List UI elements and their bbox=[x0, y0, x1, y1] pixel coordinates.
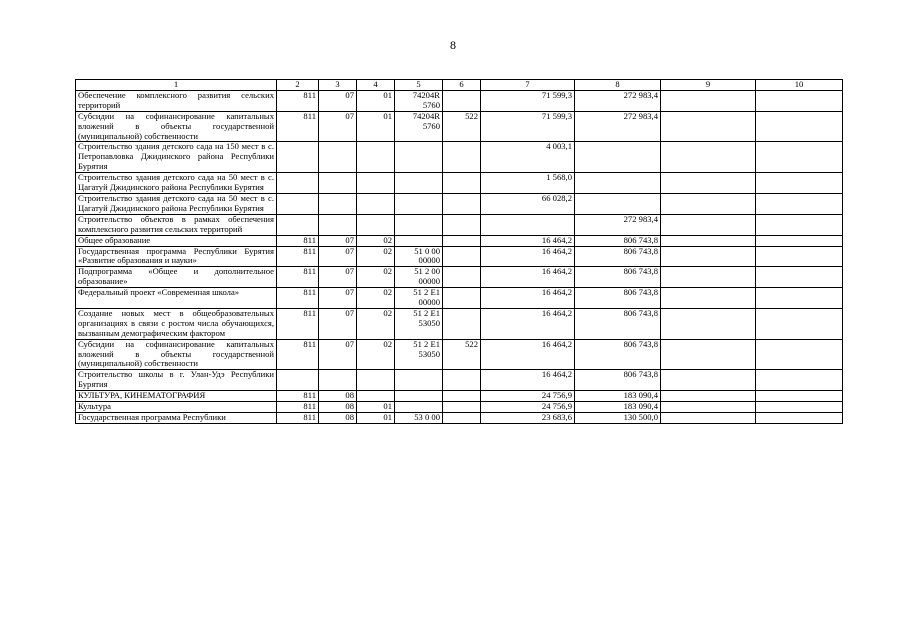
cell-grbs: 811 bbox=[277, 308, 319, 339]
table-row bbox=[76, 235, 843, 246]
cell-subsection: 02 bbox=[357, 288, 395, 309]
cell-expense-type: 522 bbox=[443, 111, 481, 142]
cell-col9 bbox=[661, 142, 756, 173]
cell-col9 bbox=[661, 173, 756, 194]
cell-col10 bbox=[756, 370, 843, 391]
cell-col9 bbox=[661, 111, 756, 142]
cell-grbs: 811 bbox=[277, 267, 319, 288]
cell-col9 bbox=[661, 193, 756, 214]
cell-amount-col8: 130 500,0 bbox=[575, 413, 661, 424]
table-row bbox=[76, 90, 843, 111]
table-row bbox=[76, 267, 843, 288]
cell-grbs: 811 bbox=[277, 288, 319, 309]
cell-col9 bbox=[661, 288, 756, 309]
cell-subsection bbox=[357, 173, 395, 194]
cell-amount-col8: 272 983,4 bbox=[575, 111, 661, 142]
cell-amount-col8: 806 743,8 bbox=[575, 288, 661, 309]
cell-col9 bbox=[661, 402, 756, 413]
cell-amount-col7: 4 003,1 bbox=[481, 142, 575, 173]
cell-expense-type bbox=[443, 214, 481, 235]
cell-grbs bbox=[277, 214, 319, 235]
cell-col9 bbox=[661, 246, 756, 267]
cell-target-article: 51 2 E1 00000 bbox=[395, 288, 443, 309]
table-row bbox=[76, 370, 843, 391]
cell-name: Субсидии на софинансирование капитальных вложений в объекты государственной (муниципальной) собственности bbox=[76, 339, 277, 370]
cell-col9 bbox=[661, 267, 756, 288]
cell-subsection: 02 bbox=[357, 235, 395, 246]
cell-amount-col8: 806 743,8 bbox=[575, 308, 661, 339]
cell-col10 bbox=[756, 267, 843, 288]
cell-col9 bbox=[661, 413, 756, 424]
cell-name: Государственная программа Республики bbox=[76, 413, 277, 424]
cell-subsection: 01 bbox=[357, 402, 395, 413]
table-row bbox=[76, 391, 843, 402]
cell-target-article bbox=[395, 391, 443, 402]
cell-col10 bbox=[756, 308, 843, 339]
cell-subsection: 02 bbox=[357, 267, 395, 288]
cell-subsection: 01 bbox=[357, 111, 395, 142]
cell-amount-col8: 806 743,8 bbox=[575, 370, 661, 391]
column-number-cell: 4 bbox=[357, 80, 395, 91]
cell-grbs bbox=[277, 370, 319, 391]
column-number-cell: 9 bbox=[661, 80, 756, 91]
cell-amount-col8: 272 983,4 bbox=[575, 214, 661, 235]
cell-col10 bbox=[756, 246, 843, 267]
cell-col9 bbox=[661, 391, 756, 402]
table-row bbox=[76, 288, 843, 309]
cell-target-article: 51 2 E1 53050 bbox=[395, 339, 443, 370]
cell-amount-col8: 272 983,4 bbox=[575, 90, 661, 111]
cell-grbs bbox=[277, 142, 319, 173]
cell-target-article: 51 2 E1 53050 bbox=[395, 308, 443, 339]
cell-grbs: 811 bbox=[277, 402, 319, 413]
cell-section: 07 bbox=[319, 111, 357, 142]
cell-amount-col7: 24 756,9 bbox=[481, 402, 575, 413]
table-row bbox=[76, 173, 843, 194]
cell-expense-type bbox=[443, 193, 481, 214]
cell-section: 07 bbox=[319, 90, 357, 111]
cell-name: Строительство здания детского сада на 150 мест в с. Петропавловка Джидинского района Республики Бурятия bbox=[76, 142, 277, 173]
cell-section: 07 bbox=[319, 288, 357, 309]
cell-col10 bbox=[756, 90, 843, 111]
cell-col9 bbox=[661, 308, 756, 339]
cell-expense-type bbox=[443, 308, 481, 339]
cell-expense-type bbox=[443, 246, 481, 267]
cell-grbs: 811 bbox=[277, 339, 319, 370]
cell-target-article: 74204R 5760 bbox=[395, 111, 443, 142]
column-number-cell: 7 bbox=[481, 80, 575, 91]
cell-col10 bbox=[756, 339, 843, 370]
cell-target-article: 51 2 00 00000 bbox=[395, 267, 443, 288]
cell-section bbox=[319, 370, 357, 391]
page-number: 8 bbox=[450, 38, 456, 52]
cell-target-article bbox=[395, 370, 443, 391]
cell-expense-type bbox=[443, 90, 481, 111]
cell-section: 07 bbox=[319, 235, 357, 246]
cell-target-article bbox=[395, 193, 443, 214]
cell-amount-col7: 1 568,0 bbox=[481, 173, 575, 194]
cell-section bbox=[319, 142, 357, 173]
cell-subsection: 01 bbox=[357, 413, 395, 424]
table-row bbox=[76, 246, 843, 267]
cell-name: Создание новых мест в общеобразовательных организациях в связи с ростом числа обучающихся, вызванным демографическим фактором bbox=[76, 308, 277, 339]
cell-expense-type bbox=[443, 267, 481, 288]
column-number-cell: 5 bbox=[395, 80, 443, 91]
cell-expense-type bbox=[443, 370, 481, 391]
cell-amount-col7: 24 756,9 bbox=[481, 391, 575, 402]
cell-target-article bbox=[395, 214, 443, 235]
cell-name: КУЛЬТУРА, КИНЕМАТОГРАФИЯ bbox=[76, 391, 277, 402]
cell-col9 bbox=[661, 235, 756, 246]
cell-section bbox=[319, 214, 357, 235]
cell-section: 07 bbox=[319, 267, 357, 288]
cell-grbs: 811 bbox=[277, 413, 319, 424]
cell-section bbox=[319, 193, 357, 214]
cell-section: 08 bbox=[319, 413, 357, 424]
cell-col9 bbox=[661, 90, 756, 111]
cell-name: Федеральный проект «Современная школа» bbox=[76, 288, 277, 309]
column-number-cell: 10 bbox=[756, 80, 843, 91]
cell-col10 bbox=[756, 288, 843, 309]
cell-grbs: 811 bbox=[277, 391, 319, 402]
cell-target-article bbox=[395, 402, 443, 413]
cell-name: Субсидии на софинансирование капитальных вложений в объекты государственной (муниципальной) собственности bbox=[76, 111, 277, 142]
cell-subsection bbox=[357, 391, 395, 402]
cell-subsection bbox=[357, 193, 395, 214]
table-row bbox=[76, 142, 843, 173]
cell-col10 bbox=[756, 391, 843, 402]
cell-subsection bbox=[357, 142, 395, 173]
table-row bbox=[76, 214, 843, 235]
cell-col9 bbox=[661, 370, 756, 391]
cell-name: Подпрограмма «Общее и дополнительное образование» bbox=[76, 267, 277, 288]
cell-name: Культура bbox=[76, 402, 277, 413]
cell-col10 bbox=[756, 214, 843, 235]
cell-amount-col7: 16 464,2 bbox=[481, 308, 575, 339]
cell-grbs bbox=[277, 173, 319, 194]
cell-name: Строительство здания детского сада на 50 мест в с. Цагатуй Джидинского района Республики Бурятия bbox=[76, 173, 277, 194]
cell-amount-col8: 806 743,8 bbox=[575, 267, 661, 288]
cell-section: 07 bbox=[319, 308, 357, 339]
cell-expense-type bbox=[443, 402, 481, 413]
table-row bbox=[76, 413, 843, 424]
cell-amount-col7: 16 464,2 bbox=[481, 235, 575, 246]
column-number-cell: 6 bbox=[443, 80, 481, 91]
cell-name: Строительство объектов в рамках обеспечения комплексного развития сельских территорий bbox=[76, 214, 277, 235]
cell-name: Строительство здания детского сада на 50 мест в с. Цагатуй Джидинского района Республики Бурятия bbox=[76, 193, 277, 214]
cell-target-article: 74204R 5760 bbox=[395, 90, 443, 111]
cell-amount-col7: 23 683,6 bbox=[481, 413, 575, 424]
cell-expense-type bbox=[443, 413, 481, 424]
cell-amount-col7: 71 599,3 bbox=[481, 111, 575, 142]
cell-grbs bbox=[277, 193, 319, 214]
cell-target-article bbox=[395, 235, 443, 246]
cell-target-article bbox=[395, 173, 443, 194]
cell-grbs: 811 bbox=[277, 235, 319, 246]
cell-name: Строительство школы в г. Улан-Удэ Республики Бурятия bbox=[76, 370, 277, 391]
cell-section: 07 bbox=[319, 339, 357, 370]
cell-subsection: 02 bbox=[357, 246, 395, 267]
cell-col10 bbox=[756, 111, 843, 142]
cell-expense-type bbox=[443, 173, 481, 194]
table-row bbox=[76, 339, 843, 370]
cell-col10 bbox=[756, 413, 843, 424]
cell-col9 bbox=[661, 339, 756, 370]
cell-section: 08 bbox=[319, 391, 357, 402]
table-row bbox=[76, 111, 843, 142]
cell-col9 bbox=[661, 214, 756, 235]
cell-grbs: 811 bbox=[277, 90, 319, 111]
cell-section: 07 bbox=[319, 246, 357, 267]
cell-expense-type: 522 bbox=[443, 339, 481, 370]
cell-amount-col7: 71 599,3 bbox=[481, 90, 575, 111]
cell-amount-col8: 806 743,8 bbox=[575, 246, 661, 267]
cell-grbs: 811 bbox=[277, 246, 319, 267]
cell-col10 bbox=[756, 402, 843, 413]
column-number-cell: 1 bbox=[76, 80, 277, 91]
cell-amount-col7: 16 464,2 bbox=[481, 267, 575, 288]
cell-amount-col7: 16 464,2 bbox=[481, 246, 575, 267]
cell-target-article: 53 0 00 bbox=[395, 413, 443, 424]
cell-amount-col7 bbox=[481, 214, 575, 235]
cell-section: 08 bbox=[319, 402, 357, 413]
cell-expense-type bbox=[443, 235, 481, 246]
cell-col10 bbox=[756, 173, 843, 194]
cell-name: Общее образование bbox=[76, 235, 277, 246]
table-row bbox=[76, 308, 843, 339]
cell-grbs: 811 bbox=[277, 111, 319, 142]
column-number-cell: 2 bbox=[277, 80, 319, 91]
cell-col10 bbox=[756, 142, 843, 173]
cell-expense-type bbox=[443, 391, 481, 402]
cell-section bbox=[319, 173, 357, 194]
cell-expense-type bbox=[443, 142, 481, 173]
cell-col10 bbox=[756, 235, 843, 246]
cell-target-article bbox=[395, 142, 443, 173]
cell-amount-col8 bbox=[575, 142, 661, 173]
cell-amount-col7: 16 464,2 bbox=[481, 339, 575, 370]
column-number-cell: 8 bbox=[575, 80, 661, 91]
column-number-cell: 3 bbox=[319, 80, 357, 91]
cell-name: Обеспечение комплексного развития сельских территорий bbox=[76, 90, 277, 111]
cell-amount-col8: 183 090,4 bbox=[575, 402, 661, 413]
cell-subsection: 02 bbox=[357, 339, 395, 370]
budget-table bbox=[75, 79, 843, 424]
cell-amount-col8: 806 743,8 bbox=[575, 339, 661, 370]
table-row bbox=[76, 193, 843, 214]
cell-amount-col7: 66 028,2 bbox=[481, 193, 575, 214]
cell-subsection bbox=[357, 370, 395, 391]
cell-subsection bbox=[357, 214, 395, 235]
cell-amount-col7: 16 464,2 bbox=[481, 370, 575, 391]
cell-name: Государственная программа Республики Бурятия «Развитие образования и науки» bbox=[76, 246, 277, 267]
cell-subsection: 01 bbox=[357, 90, 395, 111]
cell-amount-col8: 806 743,8 bbox=[575, 235, 661, 246]
cell-amount-col8 bbox=[575, 173, 661, 194]
cell-col10 bbox=[756, 193, 843, 214]
cell-subsection: 02 bbox=[357, 308, 395, 339]
table-row bbox=[76, 402, 843, 413]
cell-amount-col8: 183 090,4 bbox=[575, 391, 661, 402]
cell-target-article: 51 0 00 00000 bbox=[395, 246, 443, 267]
cell-expense-type bbox=[443, 288, 481, 309]
column-number-row bbox=[76, 80, 843, 91]
cell-amount-col8 bbox=[575, 193, 661, 214]
cell-amount-col7: 16 464,2 bbox=[481, 288, 575, 309]
